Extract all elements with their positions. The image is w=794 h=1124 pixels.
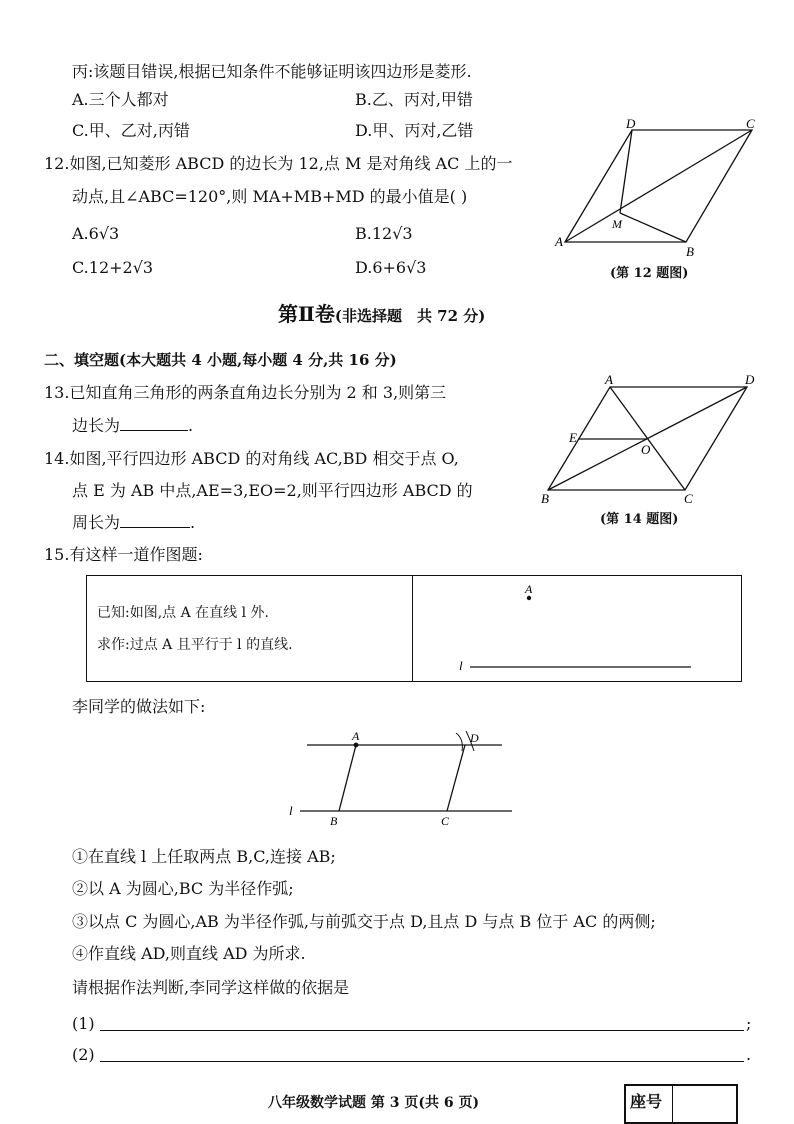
q11-option-c: C.甲、乙对,丙错 (72, 121, 190, 140)
q13-line1: 13.已知直角三角形的两条直角边长分别为 2 和 3,则第三 (44, 383, 447, 402)
q12-line1: 12.如图,已知菱形 ABCD 的边长为 12,点 M 是对角线 AC 上的一 (44, 154, 513, 173)
q14-label-o: O (641, 442, 651, 457)
q15-fig-label-b: B (330, 814, 338, 828)
q15-problem-box (86, 575, 742, 682)
q15-fig-label-a: A (352, 729, 360, 743)
q13-line2-suffix: . (188, 416, 194, 435)
q15-intro: 15.有这样一道作图题: (44, 545, 203, 564)
q13-answer-blank[interactable] (120, 416, 188, 431)
q15-fig-label-l: l (289, 803, 293, 818)
q12-label-b: B (686, 244, 694, 259)
q12-option-d: D.6+6√3 (355, 258, 427, 277)
q15-step1: ①在直线 l 上任取两点 B,C,连接 AB; (72, 847, 336, 866)
q15-step3: ③以点 C 为圆心,AB 为半径作弧,与前弧交于点 D,且点 D 与点 B 位于 AC 的两侧; (72, 912, 656, 931)
footer-page-text: 八年级数学试题 第 3 页(共 6 页) (268, 1095, 480, 1111)
q12-label-m: M (612, 217, 622, 231)
q14-label-b: B (541, 491, 549, 506)
q14-line3-prefix: 周长为 (72, 513, 121, 532)
q15-answer1-label: (1) (72, 1014, 95, 1033)
q15-box-label-l: l (459, 658, 463, 673)
q12-caption: (第 12 题图) (610, 266, 689, 281)
q14-line3 (72, 513, 195, 533)
q15-construct: 求作:过点 A 且平行于 l 的直线. (97, 637, 293, 653)
q14-line3-suffix: . (190, 513, 196, 532)
q11-statement-bing: 丙:该题目错误,根据已知条件不能够证明该四边形是菱形. (72, 62, 472, 81)
q15-li-intro: 李同学的做法如下: (72, 697, 206, 716)
seat-number-box[interactable] (624, 1084, 738, 1124)
q12-label-a: A (555, 234, 563, 249)
q14-line2: 点 E 为 AB 中点,AE=3,EO=2,则平行四边形 ABCD 的 (72, 481, 473, 500)
part2-title: 第Ⅱ卷 (278, 302, 335, 326)
q12-label-d: D (626, 118, 636, 131)
q12-option-c: C.12+2√3 (72, 258, 154, 277)
section2-heading: 二、填空题(本大题共 4 小题,每小题 4 分,共 16 分) (44, 351, 397, 369)
q12-option-a: A.6√3 (72, 224, 120, 243)
q14-parallelogram-figure (535, 372, 770, 507)
q15-step4: ④作直线 AD,则直线 AD 为所求. (72, 944, 306, 963)
q14-caption: (第 14 题图) (600, 512, 679, 527)
q15-answer2-line[interactable] (100, 1045, 744, 1062)
q15-box-divider (412, 576, 413, 681)
q15-construction-figure (280, 725, 520, 830)
part2-subtitle: (非选择题 共 72 分) (334, 307, 486, 325)
q12-rhombus-figure (550, 118, 770, 263)
q15-answer2-label: (2) (72, 1045, 95, 1064)
q12-option-b: B.12√3 (355, 224, 413, 243)
q14-label-c: C (684, 491, 693, 506)
q14-label-e: E (569, 430, 577, 445)
q15-known: 已知:如图,点 A 在直线 l 外. (97, 605, 270, 621)
seat-box-divider (672, 1086, 673, 1122)
q14-label-a: A (605, 372, 613, 387)
q14-answer-blank[interactable] (120, 513, 190, 528)
q15-answer1-end: ; (746, 1014, 752, 1033)
q15-fig-label-c: C (441, 814, 450, 828)
q11-option-d: D.甲、丙对,乙错 (355, 121, 474, 140)
q14-label-d: D (745, 372, 755, 387)
q15-given-figure (415, 576, 737, 679)
seat-label: 座号 (630, 1092, 663, 1111)
q13-line2 (72, 416, 193, 436)
q11-option-b: B.乙、丙对,甲错 (355, 90, 473, 109)
q15-answer1-line[interactable] (100, 1014, 744, 1031)
q11-option-a: A.三个人都对 (72, 90, 169, 109)
q14-line1: 14.如图,平行四边形 ABCD 的对角线 AC,BD 相交于点 O, (44, 449, 459, 468)
q15-answer2-end: . (746, 1045, 752, 1064)
part2-title-block (278, 304, 485, 326)
q12-line2: 动点,且∠ABC=120°,则 MA+MB+MD 的最小值是( ) (72, 187, 468, 206)
q15-ask: 请根据作法判断,李同学这样做的依据是 (72, 978, 350, 997)
q12-label-c: C (746, 118, 755, 131)
q15-step2: ②以 A 为圆心,BC 为半径作弧; (72, 879, 294, 898)
q13-line2-prefix: 边长为 (72, 416, 121, 435)
q15-box-label-a: A (525, 582, 533, 596)
q15-fig-label-d: D (470, 731, 479, 745)
